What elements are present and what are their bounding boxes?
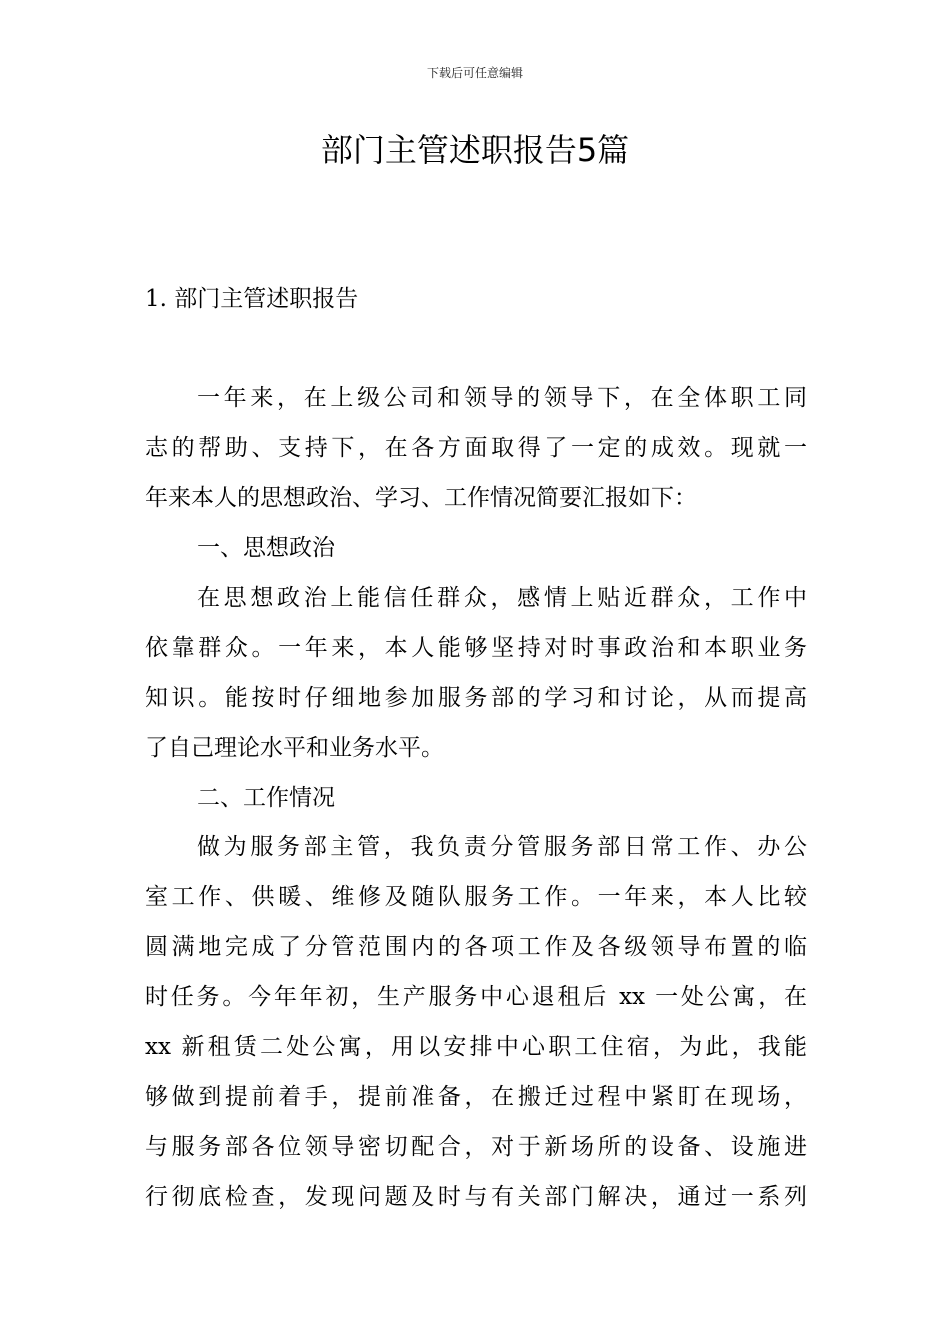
paragraph-line: 室工作、供暖、维修及随队服务工作。一年来，本人比较 (145, 884, 807, 910)
paragraph-line: 志的帮助、支持下，在各方面取得了一定的成效。现就一 (145, 435, 807, 461)
paragraph-line: 在思想政治上能信任群众，感情上贴近群众，工作中 (197, 585, 807, 611)
paragraph-line: 依靠群众。一年来，本人能够坚持对时事政治和本职业务 (145, 635, 807, 661)
paragraph-line: 够做到提前着手，提前准备，在搬迁过程中紧盯在现场， (145, 1084, 807, 1110)
document-title: 部门主管述职报告5篇 (320, 131, 630, 169)
paragraph-line: 时任务。今年年初，生产服务中心退租后 xx 一处公寓，在 (145, 984, 807, 1010)
subheading-work: 二、工作情况 (197, 785, 335, 811)
paragraph-line: 行彻底检查，发现问题及时与有关部门解决，通过一系列 (145, 1184, 807, 1210)
paragraph-line: 年来本人的思想政治、学习、工作情况简要汇报如下： (145, 485, 697, 511)
paragraph-line: 圆满地完成了分管范围内的各项工作及各级领导布置的临 (145, 934, 807, 960)
subheading-ideology: 一、思想政治 (197, 535, 335, 561)
paragraph-line: 了自己理论水平和业务水平。 (145, 735, 444, 761)
section-heading: 1. 部门主管述职报告 (145, 286, 359, 312)
header-note: 下载后可任意编辑 (426, 66, 523, 80)
paragraph-line: 知识。能按时仔细地参加服务部的学习和讨论，从而提高 (145, 685, 807, 711)
paragraph-line: xx 新租赁二处公寓，用以安排中心职工住宿，为此，我能 (145, 1034, 807, 1060)
paragraph-line: 一年来，在上级公司和领导的领导下，在全体职工同 (197, 385, 807, 411)
paragraph-line: 与服务部各位领导密切配合，对于新场所的设备、设施进 (145, 1134, 807, 1160)
paragraph-line: 做为服务部主管，我负责分管服务部日常工作、办公 (197, 834, 807, 860)
